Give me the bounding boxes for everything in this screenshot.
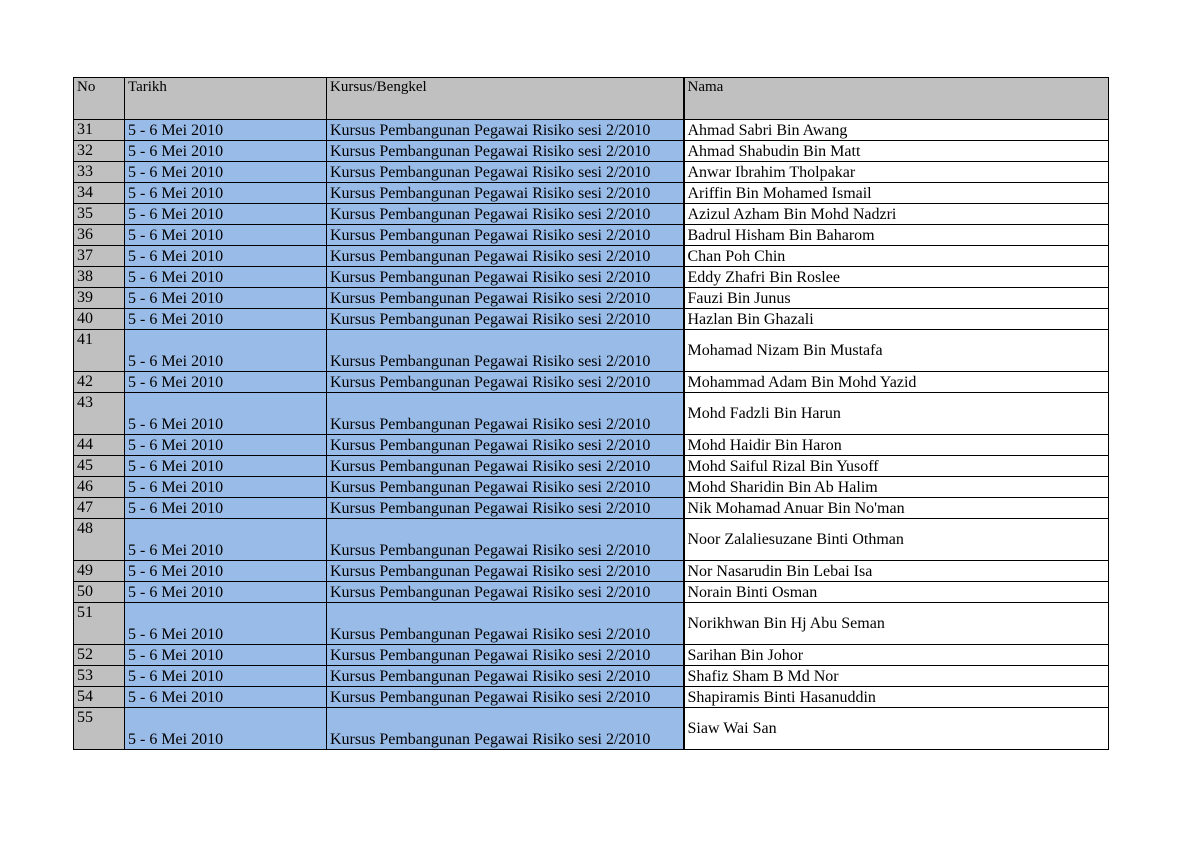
table-row [74, 477, 1109, 498]
table-row [74, 393, 1109, 435]
table-row [74, 708, 1109, 750]
row-number: 36 [74, 225, 125, 246]
row-date: 5 - 6 Mei 2010 [125, 288, 327, 309]
row-number: 49 [74, 561, 125, 582]
row-name: Mohd Haidir Bin Haron [684, 435, 1109, 456]
row-date: 5 - 6 Mei 2010 [125, 561, 327, 582]
table-row [74, 288, 1109, 309]
row-course: Kursus Pembangunan Pegawai Risiko sesi 2/2010 [327, 120, 684, 141]
row-number: 32 [74, 141, 125, 162]
row-number: 40 [74, 309, 125, 330]
row-number: 33 [74, 162, 125, 183]
table-row [74, 246, 1109, 267]
header-row [74, 78, 1109, 120]
row-number: 39 [74, 288, 125, 309]
row-name: Noor Zalaliesuzane Binti Othman [684, 519, 1109, 561]
row-date: 5 - 6 Mei 2010 [125, 225, 327, 246]
row-date: 5 - 6 Mei 2010 [125, 162, 327, 183]
row-course: Kursus Pembangunan Pegawai Risiko sesi 2/2010 [327, 498, 684, 519]
row-number: 48 [74, 519, 125, 561]
row-date: 5 - 6 Mei 2010 [125, 372, 327, 393]
row-course: Kursus Pembangunan Pegawai Risiko sesi 2/2010 [327, 687, 684, 708]
row-course: Kursus Pembangunan Pegawai Risiko sesi 2/2010 [327, 582, 684, 603]
row-name: Eddy Zhafri Bin Roslee [684, 267, 1109, 288]
row-number: 52 [74, 645, 125, 666]
table-row [74, 519, 1109, 561]
table-row [74, 309, 1109, 330]
table-row [74, 225, 1109, 246]
table-row [74, 498, 1109, 519]
table-row [74, 120, 1109, 141]
table-row [74, 666, 1109, 687]
table-row [74, 603, 1109, 645]
row-number: 41 [74, 330, 125, 372]
table-row [74, 456, 1109, 477]
row-date: 5 - 6 Mei 2010 [125, 666, 327, 687]
table-row [74, 582, 1109, 603]
row-course: Kursus Pembangunan Pegawai Risiko sesi 2/2010 [327, 561, 684, 582]
row-name: Badrul Hisham Bin Baharom [684, 225, 1109, 246]
row-course: Kursus Pembangunan Pegawai Risiko sesi 2/2010 [327, 435, 684, 456]
row-course: Kursus Pembangunan Pegawai Risiko sesi 2/2010 [327, 708, 684, 750]
row-course: Kursus Pembangunan Pegawai Risiko sesi 2/2010 [327, 141, 684, 162]
row-name: Shafiz Sham B Md Nor [684, 666, 1109, 687]
row-name: Ahmad Sabri Bin Awang [684, 120, 1109, 141]
table-row [74, 561, 1109, 582]
row-number: 31 [74, 120, 125, 141]
row-date: 5 - 6 Mei 2010 [125, 435, 327, 456]
row-name: Nik Mohamad Anuar Bin No'man [684, 498, 1109, 519]
header-course: Kursus/Bengkel [327, 78, 684, 120]
row-number: 42 [74, 372, 125, 393]
row-course: Kursus Pembangunan Pegawai Risiko sesi 2/2010 [327, 183, 684, 204]
row-name: Mohamad Nizam Bin Mustafa [684, 330, 1109, 372]
row-course: Kursus Pembangunan Pegawai Risiko sesi 2/2010 [327, 309, 684, 330]
row-number: 50 [74, 582, 125, 603]
table-row [74, 141, 1109, 162]
table-row [74, 162, 1109, 183]
table-row [74, 183, 1109, 204]
row-course: Kursus Pembangunan Pegawai Risiko sesi 2/2010 [327, 330, 684, 372]
row-date: 5 - 6 Mei 2010 [125, 393, 327, 435]
row-number: 34 [74, 183, 125, 204]
row-number: 44 [74, 435, 125, 456]
row-name: Mohammad Adam Bin Mohd Yazid [684, 372, 1109, 393]
table-row [74, 267, 1109, 288]
row-name: Norain Binti Osman [684, 582, 1109, 603]
row-number: 53 [74, 666, 125, 687]
row-date: 5 - 6 Mei 2010 [125, 708, 327, 750]
row-number: 38 [74, 267, 125, 288]
row-course: Kursus Pembangunan Pegawai Risiko sesi 2/2010 [327, 225, 684, 246]
row-course: Kursus Pembangunan Pegawai Risiko sesi 2/2010 [327, 477, 684, 498]
row-name: Nor Nasarudin Bin Lebai Isa [684, 561, 1109, 582]
row-number: 47 [74, 498, 125, 519]
row-date: 5 - 6 Mei 2010 [125, 204, 327, 225]
row-number: 45 [74, 456, 125, 477]
table-header [74, 78, 1109, 120]
header-name: Nama [684, 78, 1109, 120]
participant-table [73, 77, 1109, 750]
row-name: Sarihan Bin Johor [684, 645, 1109, 666]
table-row [74, 330, 1109, 372]
row-date: 5 - 6 Mei 2010 [125, 477, 327, 498]
row-number: 37 [74, 246, 125, 267]
row-name: Shapiramis Binti Hasanuddin [684, 687, 1109, 708]
row-name: Norikhwan Bin Hj Abu Seman [684, 603, 1109, 645]
row-course: Kursus Pembangunan Pegawai Risiko sesi 2/2010 [327, 162, 684, 183]
row-name: Hazlan Bin Ghazali [684, 309, 1109, 330]
row-number: 46 [74, 477, 125, 498]
row-name: Azizul Azham Bin Mohd Nadzri [684, 204, 1109, 225]
row-course: Kursus Pembangunan Pegawai Risiko sesi 2/2010 [327, 372, 684, 393]
row-course: Kursus Pembangunan Pegawai Risiko sesi 2/2010 [327, 603, 684, 645]
row-course: Kursus Pembangunan Pegawai Risiko sesi 2/2010 [327, 456, 684, 477]
row-number: 43 [74, 393, 125, 435]
row-name: Fauzi Bin Junus [684, 288, 1109, 309]
row-date: 5 - 6 Mei 2010 [125, 183, 327, 204]
table-row [74, 645, 1109, 666]
row-date: 5 - 6 Mei 2010 [125, 603, 327, 645]
row-name: Anwar Ibrahim Tholpakar [684, 162, 1109, 183]
table-body [74, 120, 1109, 750]
row-name: Chan Poh Chin [684, 246, 1109, 267]
row-number: 55 [74, 708, 125, 750]
row-name: Ahmad Shabudin Bin Matt [684, 141, 1109, 162]
row-date: 5 - 6 Mei 2010 [125, 645, 327, 666]
row-course: Kursus Pembangunan Pegawai Risiko sesi 2/2010 [327, 246, 684, 267]
row-date: 5 - 6 Mei 2010 [125, 330, 327, 372]
row-date: 5 - 6 Mei 2010 [125, 120, 327, 141]
header-date: Tarikh [125, 78, 327, 120]
table-row [74, 687, 1109, 708]
row-name: Mohd Fadzli Bin Harun [684, 393, 1109, 435]
table-row [74, 435, 1109, 456]
table-row [74, 372, 1109, 393]
row-name: Mohd Sharidin Bin Ab Halim [684, 477, 1109, 498]
row-course: Kursus Pembangunan Pegawai Risiko sesi 2/2010 [327, 267, 684, 288]
row-name: Siaw Wai San [684, 708, 1109, 750]
row-date: 5 - 6 Mei 2010 [125, 267, 327, 288]
row-number: 51 [74, 603, 125, 645]
row-name: Mohd Saiful Rizal Bin Yusoff [684, 456, 1109, 477]
table-row [74, 204, 1109, 225]
row-date: 5 - 6 Mei 2010 [125, 687, 327, 708]
row-date: 5 - 6 Mei 2010 [125, 309, 327, 330]
row-course: Kursus Pembangunan Pegawai Risiko sesi 2/2010 [327, 645, 684, 666]
row-date: 5 - 6 Mei 2010 [125, 519, 327, 561]
row-course: Kursus Pembangunan Pegawai Risiko sesi 2/2010 [327, 288, 684, 309]
row-name: Ariffin Bin Mohamed Ismail [684, 183, 1109, 204]
header-no: No [74, 78, 125, 120]
row-date: 5 - 6 Mei 2010 [125, 246, 327, 267]
row-date: 5 - 6 Mei 2010 [125, 141, 327, 162]
row-date: 5 - 6 Mei 2010 [125, 456, 327, 477]
row-course: Kursus Pembangunan Pegawai Risiko sesi 2/2010 [327, 393, 684, 435]
row-number: 54 [74, 687, 125, 708]
row-course: Kursus Pembangunan Pegawai Risiko sesi 2/2010 [327, 666, 684, 687]
row-course: Kursus Pembangunan Pegawai Risiko sesi 2/2010 [327, 519, 684, 561]
row-date: 5 - 6 Mei 2010 [125, 582, 327, 603]
row-course: Kursus Pembangunan Pegawai Risiko sesi 2/2010 [327, 204, 684, 225]
row-number: 35 [74, 204, 125, 225]
row-date: 5 - 6 Mei 2010 [125, 498, 327, 519]
